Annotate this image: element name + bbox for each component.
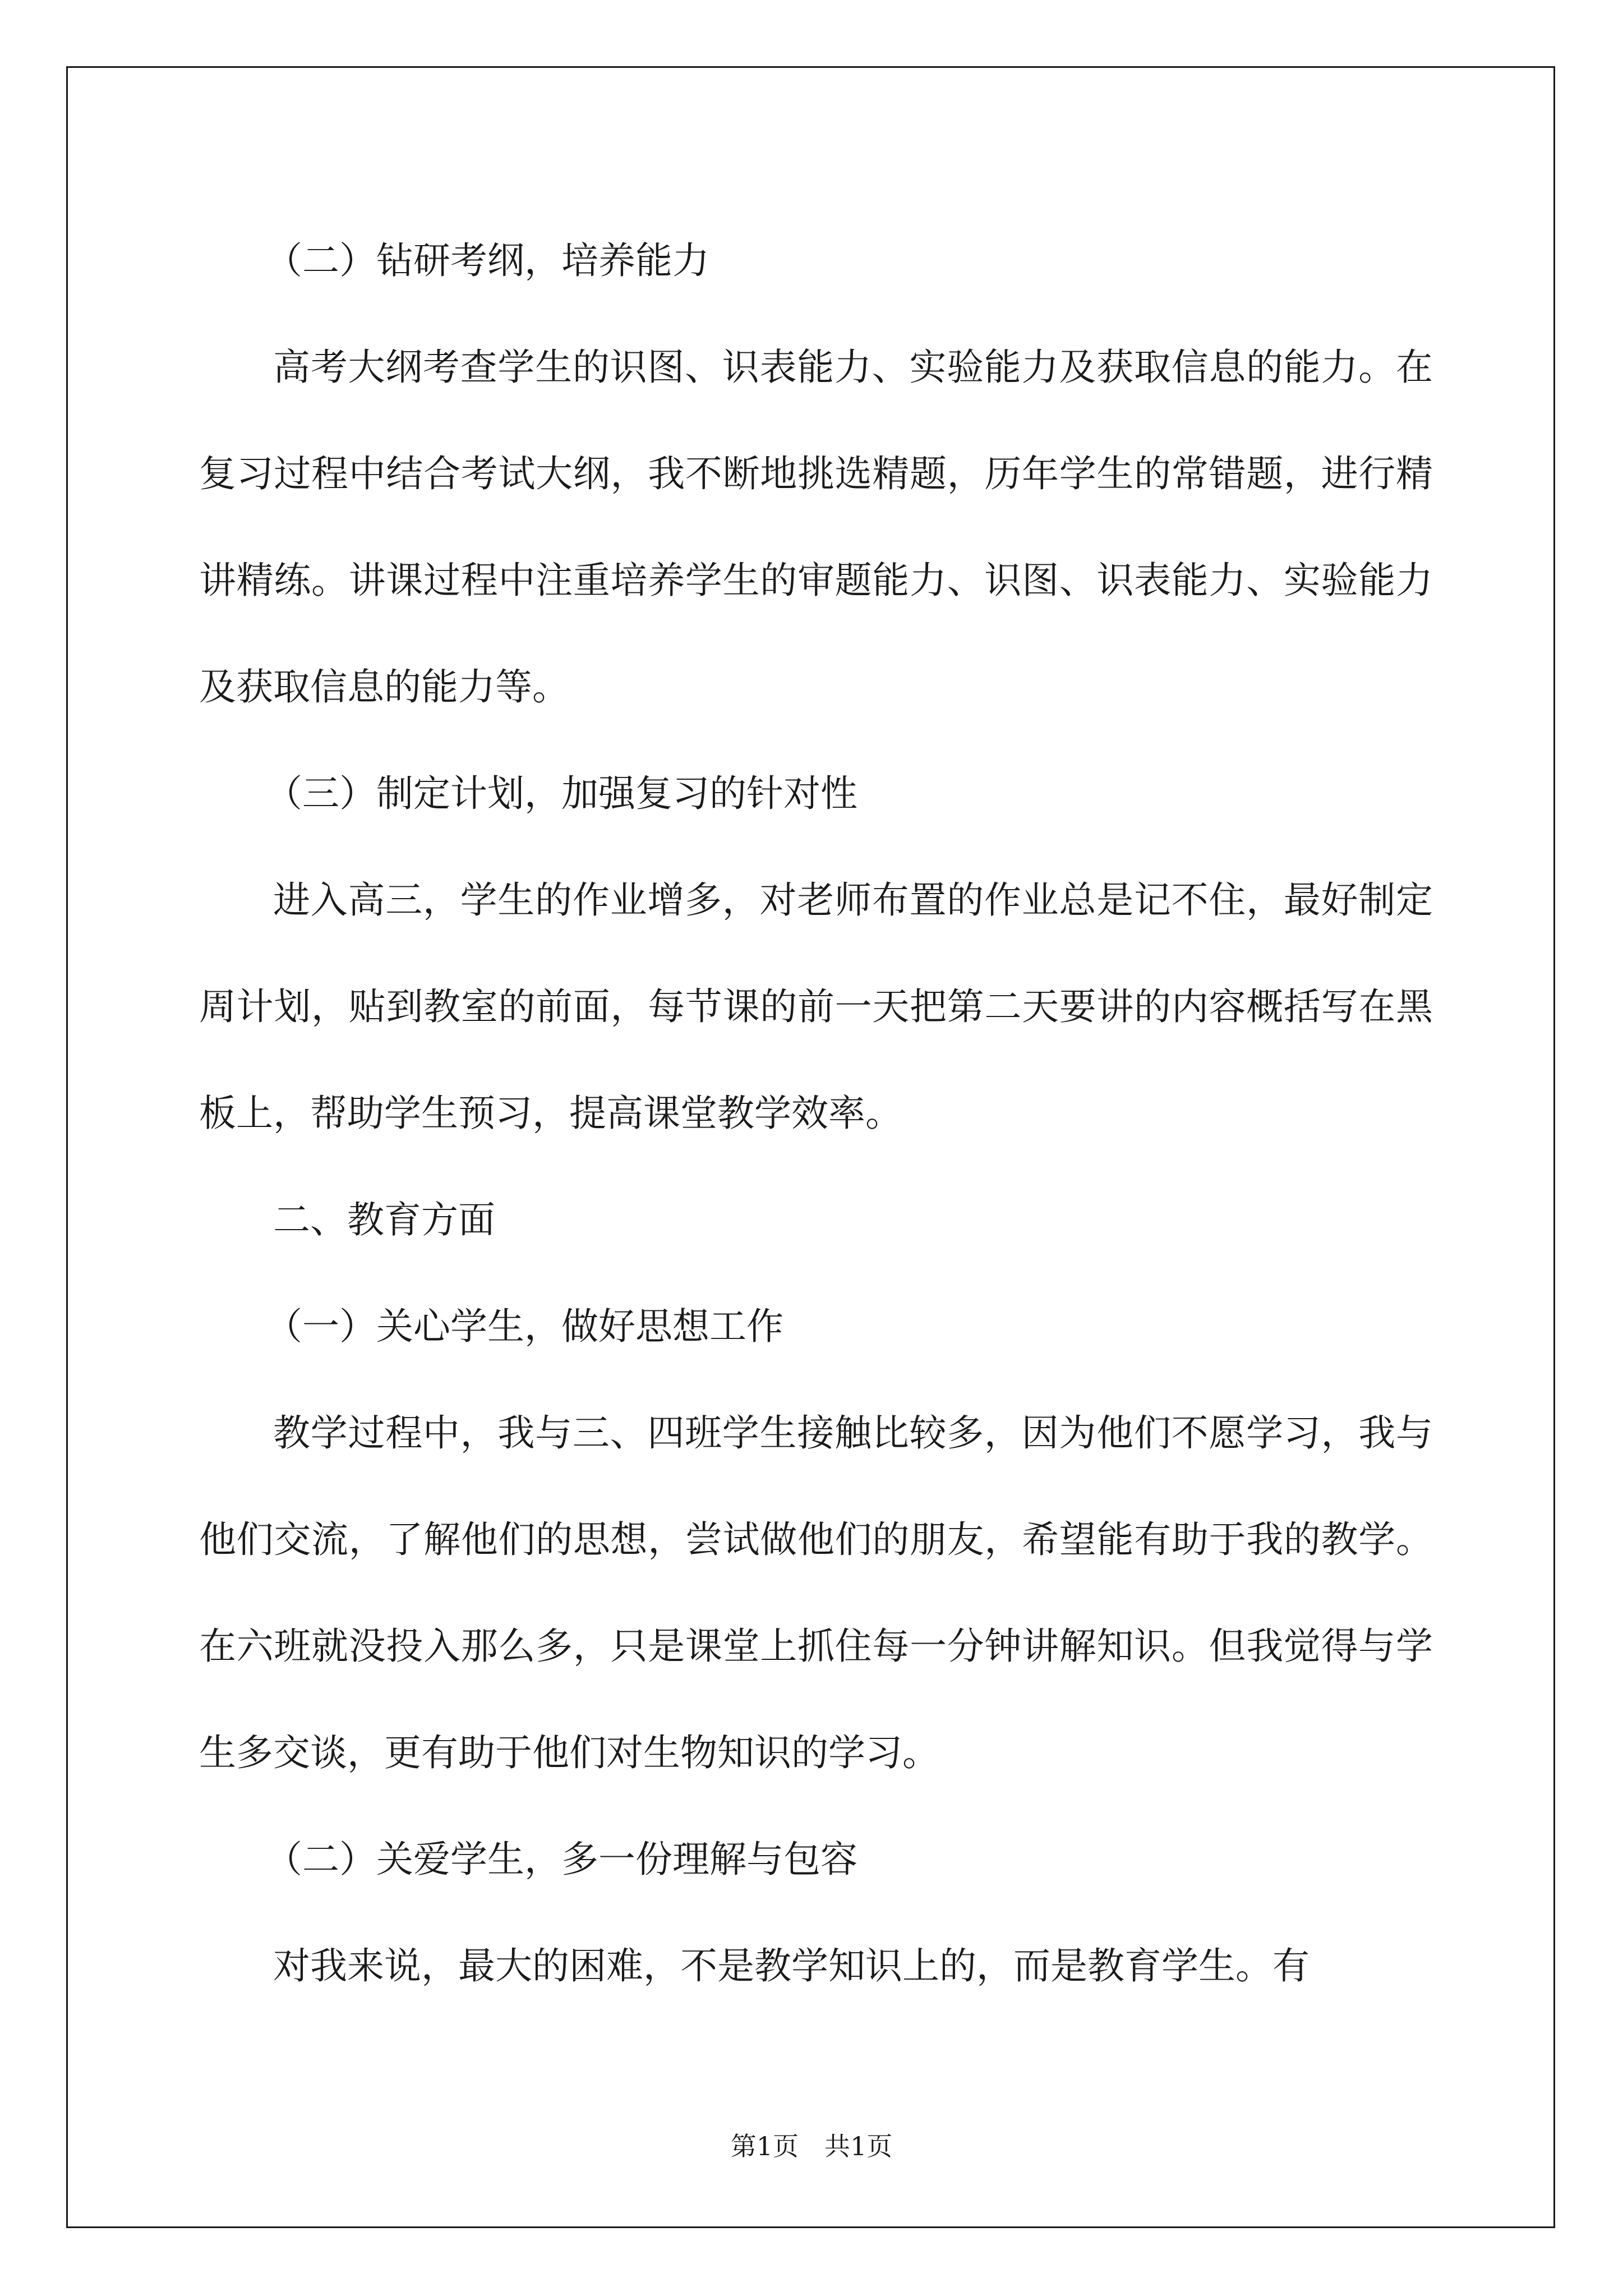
paragraph-outline-abilities: 高考大纲考查学生的识图、识表能力、实验能力及获取信息的能力。在复习过程中结合考试大纲，我不断地挑选精题，历年学生的常错题，进行精讲精练。讲课过程中注重培养学生的审题能力、识图、识表能力、实验能力及获取信息的能力等。 — [199, 346, 1433, 708]
subheading-love-students: （二）关爱学生，多一份理解与包容 — [265, 1838, 857, 1881]
subheading-care-students: （一）关心学生，做好思想工作 — [265, 1305, 783, 1348]
paragraph-biggest-difficulty: 对我来说，最大的困难，不是教学知识上的，而是教育学生。有 — [273, 1944, 1310, 1987]
section-heading-education: 二、教育方面 — [273, 1198, 495, 1241]
document-body — [199, 208, 1433, 2019]
page-footer: 第1页 共1页 — [730, 2131, 893, 2161]
subheading-research-outline: （二）钻研考纲，培养能力 — [265, 239, 709, 282]
paragraph-communicate-students: 教学过程中，我与三、四班学生接触比较多，因为他们不愿学习，我与他们交流，了解他们的思想，尝试做他们的朋友，希望能有助于我的教学。在六班就没投入那么多，只是课堂上抓住每一分钟讲解知识。但我觉得与学生多交谈，更有助于他们对生物知识的学习。 — [199, 1411, 1433, 1774]
paragraph-weekly-plan: 进入高三，学生的作业增多，对老师布置的作业总是记不住，最好制定周计划，贴到教室的前面，每节课的前一天把第二天要讲的内容概括写在黑板上，帮助学生预习，提高课堂教学效率。 — [199, 878, 1433, 1135]
subheading-make-plan: （三）制定计划，加强复习的针对性 — [265, 772, 857, 815]
